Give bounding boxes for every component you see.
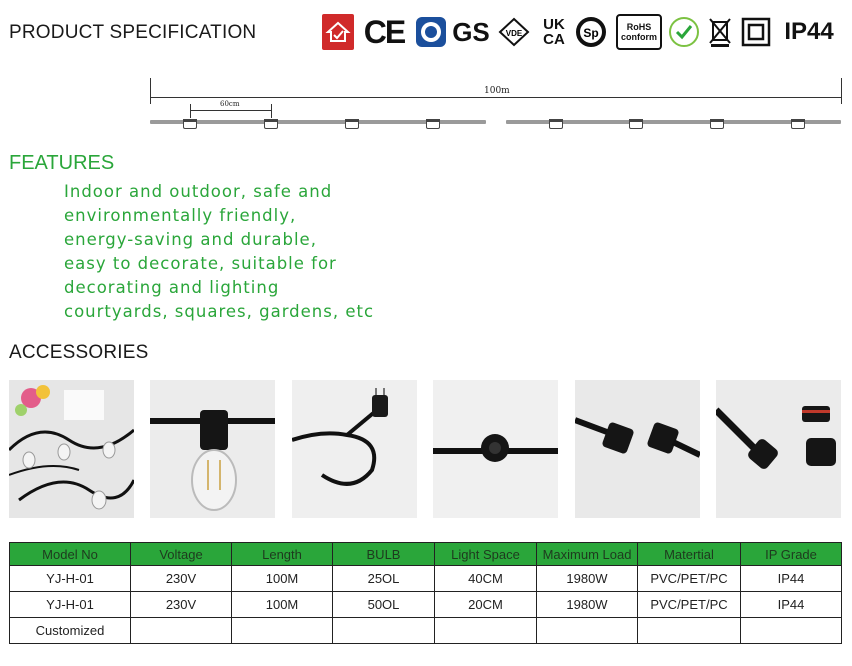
table-cell: YJ-H-01 (10, 592, 131, 618)
spacing-line (190, 110, 271, 111)
table-cell: PVC/PET/PC (638, 592, 741, 618)
column-header: Length (232, 543, 333, 566)
weee-bin-icon (704, 14, 736, 50)
connector-pair-photo (575, 380, 700, 518)
features-list (64, 180, 374, 324)
table-cell: 100M (232, 566, 333, 592)
socket-on-cable-photo (433, 380, 558, 518)
column-header: Maximum Load (537, 543, 638, 566)
feature-line: energy-saving and durable, (64, 230, 317, 249)
table-cell: 50OL (333, 592, 435, 618)
socket-with-bulb-photo (150, 380, 275, 518)
svg-text:Sp: Sp (583, 26, 599, 40)
tuv-icon (414, 14, 448, 50)
ip44-mark: IP44 (784, 18, 834, 45)
table-cell: 40CM (435, 566, 537, 592)
table-cell (741, 618, 842, 644)
table-row (10, 592, 842, 618)
ukca-mark: UK CA (543, 16, 565, 48)
table-header-row (10, 543, 842, 566)
total-length-line (150, 97, 841, 98)
string-lights-photo (9, 380, 134, 518)
bulb-socket-icon (629, 119, 643, 129)
table-cell (333, 618, 435, 644)
table-cell: 25OL (333, 566, 435, 592)
power-plug-cable-photo (292, 380, 417, 518)
spec-table (9, 542, 842, 644)
column-header: Voltage (131, 543, 232, 566)
table-cell (537, 618, 638, 644)
ce-mark: CE (363, 13, 405, 50)
features-title: FEATURES (9, 152, 115, 174)
total-length-label: 100m (484, 86, 510, 96)
table-cell: PVC/PET/PC (638, 566, 741, 592)
table-cell: 1980W (537, 592, 638, 618)
table-cell: IP44 (741, 592, 842, 618)
table-cell: 230V (131, 592, 232, 618)
bulb-socket-icon (710, 119, 724, 129)
table-row (10, 618, 842, 644)
table-cell: 20CM (435, 592, 537, 618)
column-header: Matertial (638, 543, 741, 566)
feature-line: Indoor and outdoor, safe and (64, 182, 333, 201)
table-cell: 230V (131, 566, 232, 592)
page-title: PRODUCT SPECIFICATION (9, 22, 257, 43)
house-icon (322, 14, 354, 50)
table-cell (232, 618, 333, 644)
feature-line: decorating and lighting (64, 278, 280, 297)
column-header: Model No (10, 543, 131, 566)
bulb-socket-icon (549, 119, 563, 129)
bulb-socket-icon (426, 119, 440, 129)
column-header: IP Grade (741, 543, 842, 566)
waterproof-connector-caps-photo (716, 380, 841, 518)
reach-check-icon (667, 14, 701, 50)
table-cell: 100M (232, 592, 333, 618)
table-cell (131, 618, 232, 644)
table-cell: 1980W (537, 566, 638, 592)
gs-mark: GS (452, 16, 490, 47)
table-cell: IP44 (741, 566, 842, 592)
spacing-label: 60cm (220, 100, 240, 108)
feature-line: easy to decorate, suitable for (64, 254, 337, 273)
class-ii-icon (740, 14, 772, 50)
feature-line: courtyards, squares, gardens, etc (64, 302, 375, 321)
bulb-socket-icon (345, 119, 359, 129)
table-cell (638, 618, 741, 644)
svg-text:VDE: VDE (505, 29, 523, 38)
table-cell: YJ-H-01 (10, 566, 131, 592)
column-header: Light Space (435, 543, 537, 566)
bulb-socket-icon (183, 119, 197, 129)
column-header: BULB (333, 543, 435, 566)
table-row (10, 566, 842, 592)
bulb-socket-icon (791, 119, 805, 129)
vde-triangle-icon (496, 14, 532, 50)
csa-icon (574, 14, 610, 50)
rohs-mark: RoHS conform (616, 14, 662, 50)
table-cell: Customized (10, 618, 131, 644)
accessories-title: ACCESSORIES (9, 342, 149, 363)
table-cell (435, 618, 537, 644)
bulb-socket-icon (264, 119, 278, 129)
feature-line: environmentally friendly, (64, 206, 297, 225)
